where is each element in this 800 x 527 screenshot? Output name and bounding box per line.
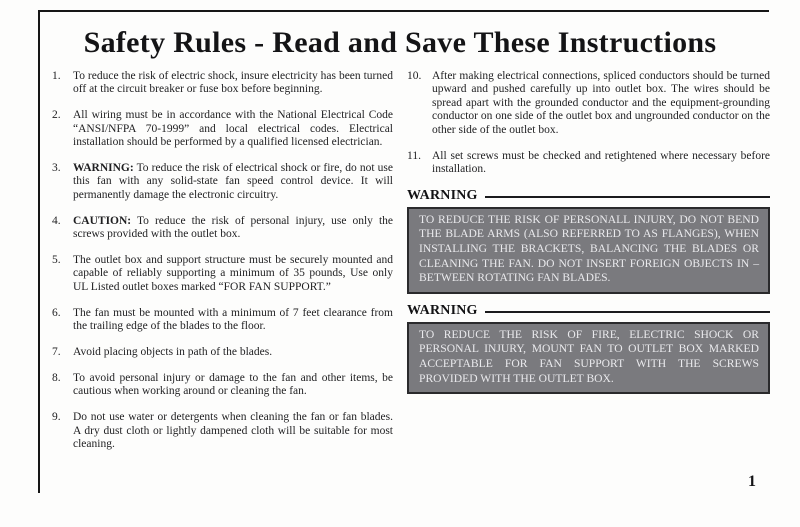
safety-rule-item [52,372,393,399]
warning-rule-line [485,311,770,314]
rule-number: 4. [52,214,61,227]
safety-rule-item [52,109,393,149]
rule-number: 3. [52,162,61,175]
rule-number: 8. [52,372,61,384]
rule-text: WARNING: To reduce the risk of electrical shock or fire, do not use this fan with any solid-state fan speed control device. It will permanently damage the electronic circuitry. [73,162,393,201]
safety-rule-item [52,346,393,359]
safety-rule-item [52,254,393,294]
rule-number: 9. [52,411,61,424]
rules-column-left [52,70,393,464]
rule-text: Avoid placing objects in path of the blades. [73,346,273,359]
safety-rule-item [52,70,393,97]
safety-rule-item [52,215,393,242]
rule-text: The outlet box and support structure must be securely mounted and capable of reliably supporting a minimum of 35 pounds, Use only UL Listed outlet boxes marked “FOR FAN SUPPORT.” [73,254,393,293]
rule-number: 5. [52,254,61,267]
page-number: 1 [748,473,756,490]
warning-rule-line [485,196,770,199]
safety-rule-item [407,150,770,177]
rule-text: CAUTION: To reduce the risk of personal injury, use only the screws provided with the outlet box. [73,214,393,241]
warning-box: TO REDUCE THE RISK OF PERSONALL INJURY, DO NOT BEND THE BLADE ARMS (ALSO REFERRED TO AS FLANGES), WHEN INSTALLING THE BRACKETS, BALANCING THE BLADES OR CLEANING THE FAN. DO NOT INSERT FOREIGN OBJECTS IN – BETWEEN ROTATING FAN BLADES. [407,207,770,294]
rule-number: 10. [407,70,422,82]
rule-text: After making electrical connections, spliced conductors should be turned upward and pushed carefully up into outlet box. The wires should be spread apart with the grounded conductor and the equipment-grounding conductor on one side of the outlet box and ungrounded conductor on the other side of the outlet box. [432,70,770,136]
rule-text: To reduce the risk of electric shock, insure electricity has been turned off at the circuit breaker or fuse box before beginning. [73,70,393,96]
rule-number: 1. [52,70,61,82]
rules-columns [52,70,770,464]
rule-bold-prefix: WARNING: [73,162,134,175]
safety-rule-item [52,411,393,451]
page-border-top [38,10,769,12]
warning-section [407,304,770,394]
rule-number: 7. [52,346,61,359]
rule-text: Do not use water or detergents when cleaning the fan or fan blades. A dry dust cloth or lightly dampened cloth will be suitable for most cleaning. [73,411,393,451]
rule-text: All wiring must be in accordance with the National Electrical Code “ANSI/NFPA 70-1999” and local electrical codes. Electrical installation should be performed by a qualified licensed electrician. [73,109,393,149]
safety-rule-item [52,162,393,202]
rule-number: 2. [52,109,61,122]
page-border-left [38,10,40,493]
warning-heading: WARNING [407,303,478,319]
warning-heading-row [407,189,770,204]
page-title: Safety Rules - Read and Save These Instructions [83,26,717,59]
rule-number: 11. [407,149,421,162]
warning-heading: WARNING [407,188,478,204]
rule-bold-prefix: CAUTION: [73,214,132,227]
warning-box: TO REDUCE THE RISK OF FIRE, ELECTRIC SHOCK OR PERSONAL INJURY, MOUNT FAN TO OUTLET BOX MARKED ACCEPTABLE FOR FAN SUPPORT WITH THE SCREWS PROVIDED WITH THE OUTLET BOX. [407,322,770,394]
safety-rule-item [52,307,393,334]
warning-section [407,189,770,294]
rules-column-right [407,70,770,464]
rule-text: To avoid personal injury or damage to the fan and other items, be cautious when working around or cleaning the fan. [73,372,393,398]
warning-heading-row [407,304,770,319]
rule-text: The fan must be mounted with a minimum of 7 feet clearance from the trailing edge of the blades to the floor. [73,306,393,333]
rule-text: All set screws must be checked and retightened where necessary before installation. [432,149,770,175]
safety-rule-item [407,70,770,137]
rule-number: 6. [52,306,61,319]
